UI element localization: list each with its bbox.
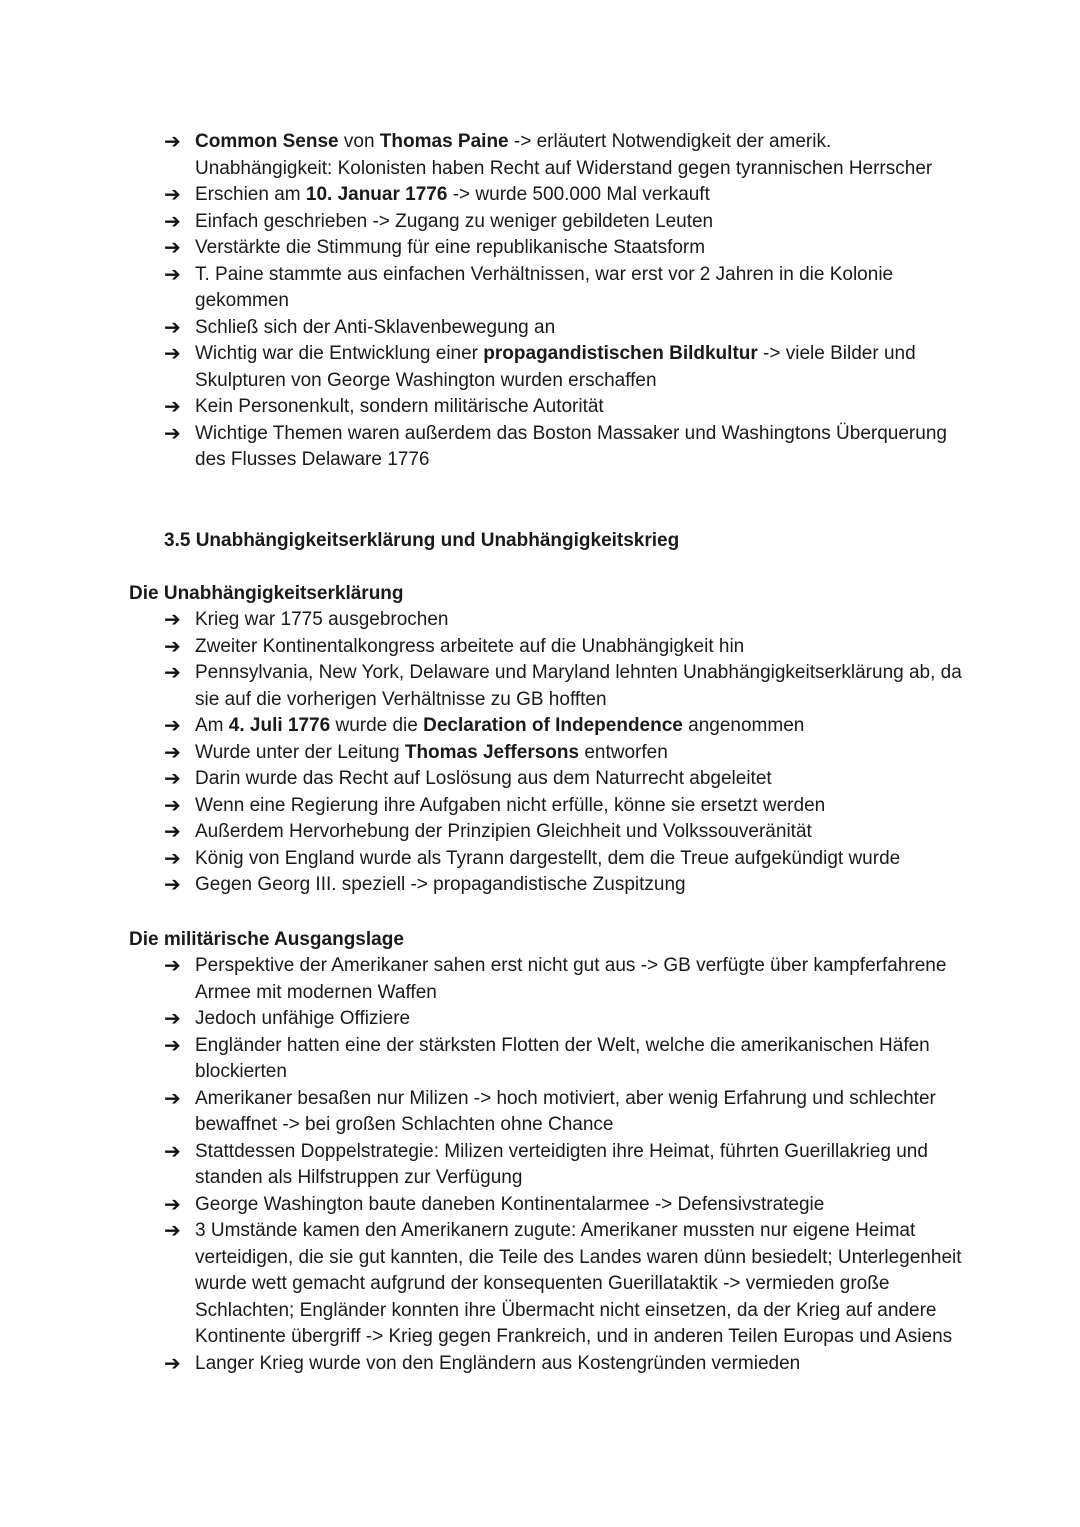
list-item — [164, 209, 964, 236]
arrow-right-icon: ➔ — [164, 1034, 181, 1057]
item-text: Pennsylvania, New York, Delaware und Maryland lehnten Unabhängigkeitserklärung ab, da sie auf die vorherigen Verhältnisse zu GB hofften — [195, 662, 962, 710]
list-item — [164, 846, 964, 873]
arrow-right-icon: ➔ — [164, 1008, 181, 1030]
item-text: Einfach geschrieben -> Zugang zu weniger gebildeten Leuten — [195, 210, 714, 232]
item-text: Stattdessen Doppelstrategie: Milizen verteidigten ihre Heimat, führten Guerillakrieg und standen als Hilfstruppen zur Verfügung — [195, 1140, 928, 1188]
list-item — [164, 1139, 964, 1192]
list-item — [164, 129, 964, 182]
item-text: Amerikaner besaßen nur Milizen -> hoch motiviert, aber wenig Erfahrung und schlechter bewaffnet -> bei großen Schlachten ohne Chance — [195, 1087, 936, 1135]
arrow-right-icon: ➔ — [164, 343, 181, 365]
list-item — [164, 607, 964, 634]
arrow-right-icon: ➔ — [164, 955, 181, 977]
list-item — [164, 634, 964, 661]
list-item — [164, 1006, 964, 1033]
list-item — [164, 1086, 964, 1139]
list-item — [164, 872, 964, 899]
item-text: 3 Umstände kamen den Amerikanern zugute: Amerikaner mussten nur eigene Heimat verteidigen, die sie gut kannten, die Teile des Landes waren dünn besiedelt; Unterlegenheit wurde wett gemacht aufgrund der konsequenten Guerillataktik -> vermieden große Schlachten; Engländer konnten ihre Übermacht nicht einsetzen, da der Krieg auf andere Kontinente übergriff -> Krieg gegen Frankreich, und in anderen Teilen Europas und Asiens — [195, 1220, 962, 1347]
item-text: Langer Krieg wurde von den Engländern aus Kostengründen vermieden — [195, 1352, 801, 1374]
item-text: Am — [195, 715, 229, 736]
arrow-right-icon: ➔ — [164, 131, 181, 153]
item-text: Wichtig war die Entwicklung einer — [195, 343, 484, 364]
item-text: Wichtige Themen waren außerdem das Boston Massaker und Washingtons Überquerung des Flusses Delaware 1776 — [195, 422, 947, 470]
list-item — [164, 421, 964, 474]
item-text: Schließ sich der Anti-Sklavenbewegung an — [195, 316, 556, 338]
list-item — [164, 235, 964, 262]
list-item — [164, 315, 964, 342]
bold-text: Thomas Paine — [379, 131, 509, 152]
bold-text: 4. Juli 1776 — [228, 715, 331, 736]
arrow-right-icon: ➔ — [164, 768, 181, 790]
bold-text: Declaration of Independence — [423, 715, 683, 736]
bold-text: Common Sense — [195, 131, 339, 152]
item-text: Engländer hatten eine der stärksten Flotten der Welt, welche die amerikanischen Häfen blockierten — [195, 1034, 930, 1082]
list-item — [164, 766, 964, 793]
arrow-right-icon: ➔ — [164, 794, 181, 817]
item-text: entworfen — [579, 741, 668, 763]
arrow-right-icon: ➔ — [164, 1140, 181, 1163]
arrow-right-icon: ➔ — [164, 715, 181, 737]
arrow-right-icon: ➔ — [164, 662, 181, 684]
item-text: König von England wurde als Tyrann dargestellt, dem die Treue aufgekündigt wurde — [195, 847, 901, 869]
list-item — [164, 182, 964, 209]
declaration-heading: Die Unabhängigkeitserklärung — [129, 583, 404, 604]
arrow-right-icon: ➔ — [164, 396, 181, 418]
item-text: Erschien am — [195, 184, 306, 205]
item-text: Wurde unter der Leitung — [195, 741, 405, 763]
list-item — [164, 953, 964, 1006]
arrow-right-icon: ➔ — [164, 635, 181, 658]
arrow-right-icon: ➔ — [164, 422, 181, 445]
item-text: Zweiter Kontinentalkongress arbeitete auf die Unabhängigkeit hin — [195, 635, 745, 657]
item-text: wurde die — [330, 715, 424, 736]
bold-text: propagandistischen Bildkultur — [483, 343, 758, 364]
list-item — [164, 793, 964, 820]
military-heading: Die militärische Ausgangslage — [129, 929, 404, 950]
list-item — [164, 394, 964, 421]
arrow-right-icon: ➔ — [164, 847, 181, 870]
item-text: Kein Personenkult, sondern militärische Autorität — [195, 396, 604, 417]
list-item — [164, 1192, 964, 1219]
item-text: angenommen — [682, 715, 805, 736]
arrow-right-icon: ➔ — [164, 1087, 181, 1110]
arrow-right-icon: ➔ — [164, 1220, 181, 1242]
item-text: -> erläutert Notwendigkeit der amerik. Unabhängigkeit: Kolonisten haben Recht auf Widerstand gegen tyrannischen Herrscher — [195, 131, 933, 179]
item-text: Verstärkte die Stimmung für eine republikanische Staatsform — [195, 237, 706, 258]
item-text: Gegen Georg III. speziell -> propagandistische Zuspitzung — [195, 874, 686, 895]
bold-text: Thomas Jeffersons — [404, 741, 580, 763]
arrow-right-icon: ➔ — [164, 210, 181, 233]
list-item — [164, 713, 964, 740]
item-text: -> wurde 500.000 Mal verkauft — [447, 184, 710, 205]
arrow-right-icon: ➔ — [164, 1352, 181, 1375]
list-item — [164, 262, 964, 315]
arrow-right-icon: ➔ — [164, 316, 181, 339]
item-text: -> viele Bilder und Skulpturen von George Washington wurden erschaffen — [195, 343, 916, 391]
declaration-list — [164, 607, 964, 899]
intro-list — [164, 129, 964, 474]
item-text: Krieg war 1775 ausgebrochen — [195, 609, 449, 630]
arrow-right-icon: ➔ — [164, 237, 181, 259]
list-item — [164, 1351, 964, 1378]
arrow-right-icon: ➔ — [164, 741, 181, 764]
item-text: T. Paine stammte aus einfachen Verhältnissen, war erst vor 2 Jahren in die Kolonie gekommen — [195, 263, 894, 311]
list-item — [164, 819, 964, 846]
item-text: Außerdem Hervorhebung der Prinzipien Gleichheit und Volkssouveränität — [195, 821, 812, 842]
list-item — [164, 341, 964, 394]
list-item — [164, 660, 964, 713]
military-list — [164, 953, 964, 1377]
arrow-right-icon: ➔ — [164, 1193, 181, 1216]
list-item — [164, 1033, 964, 1086]
section-title: 3.5 Unabhängigkeitserklärung und Unabhängigkeitskrieg — [164, 530, 680, 551]
arrow-right-icon: ➔ — [164, 821, 181, 843]
bold-text: 10. Januar 1776 — [305, 184, 448, 205]
item-text: Jedoch unfähige Offiziere — [195, 1008, 411, 1029]
item-text: George Washington baute daneben Kontinentalarmee -> Defensivstrategie — [195, 1193, 825, 1215]
arrow-right-icon: ➔ — [164, 609, 181, 631]
arrow-right-icon: ➔ — [164, 184, 181, 206]
list-item — [164, 740, 964, 767]
arrow-right-icon: ➔ — [164, 263, 181, 286]
item-text: Darin wurde das Recht auf Loslösung aus dem Naturrecht abgeleitet — [195, 768, 772, 789]
arrow-right-icon: ➔ — [164, 874, 181, 896]
item-text: Perspektive der Amerikaner sahen erst nicht gut aus -> GB verfügte über kampferfahrene Armee mit modernen Waffen — [195, 955, 947, 1003]
item-text: von — [338, 131, 380, 152]
item-text: Wenn eine Regierung ihre Aufgaben nicht erfülle, könne sie ersetzt werden — [195, 794, 826, 816]
list-item — [164, 1218, 964, 1351]
